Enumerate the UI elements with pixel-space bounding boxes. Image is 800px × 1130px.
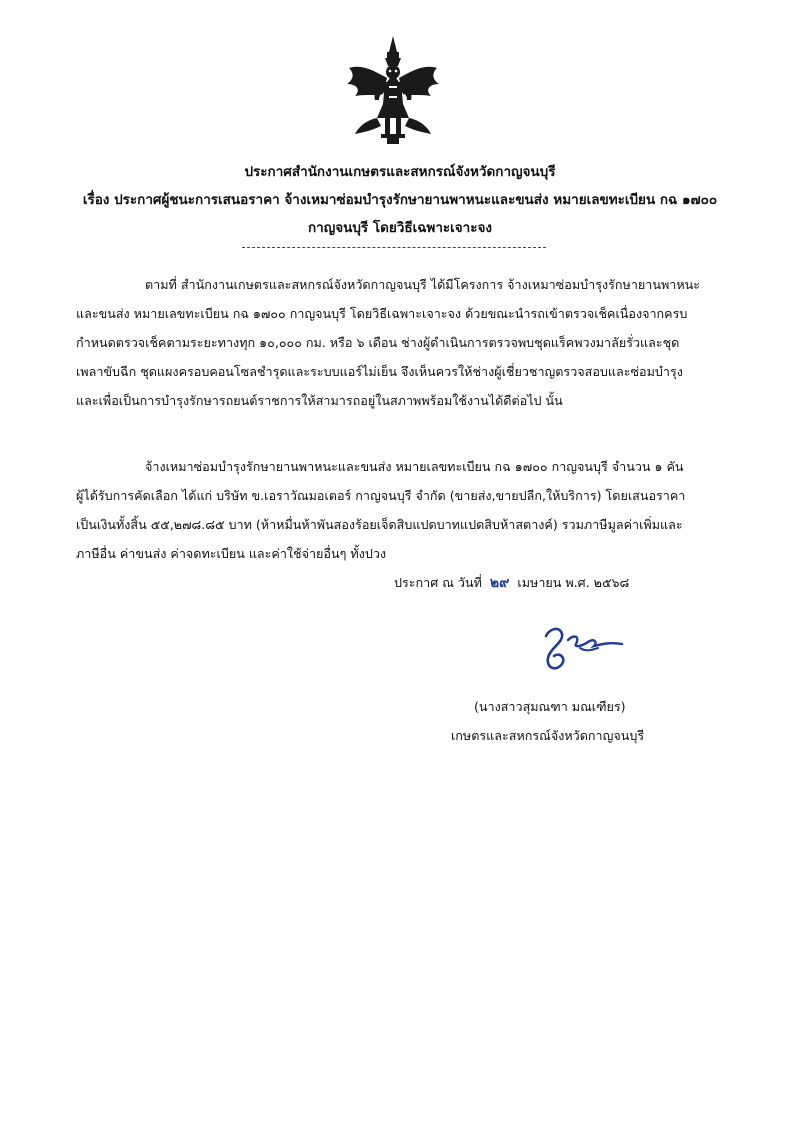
paragraph-1-line-4: เพลาขับฉีก ชุดแผงครอบคอนโซลชำรุดและระบบแอร์ไม่เย็น จึงเห็นควรให้ช่างผู้เชี่ยวชาญตรวจสอบและซ่อมบำรุง	[76, 364, 683, 379]
date-prefix: ประกาศ ณ วันที่	[394, 575, 482, 590]
paragraph-2-line-2: ผู้ได้รับการคัดเลือก ได้แก่ บริษัท ข.เอราวัณมอเตอร์ กาญจนบุรี จำกัด (ขายส่ง,ขายปลีก,ให้บริการ) โดยเสนอราคา	[76, 488, 686, 503]
paragraph-2-line-3: เป็นเงินทั้งสิ้น ๕๕,๒๗๘.๘๕ บาท (ห้าหมื่นห้าพันสองร้อยเจ็ดสิบแปดบาทแปดสิบห้าสตางค์) รวมภาษีมูลค่าเพิ่มและ	[76, 517, 683, 532]
paragraph-1-line-2: และขนส่ง หมายเลขทะเบียน กฉ ๑๗๐๐ กาญจนบุรี โดยวิธีเฉพาะเจาะจง ด้วยขณะนำรถเข้าตรวจเช็คเนื่องจากครบ	[76, 306, 688, 321]
date-suffix: เมษายน พ.ศ. ๒๕๖๘	[517, 575, 630, 590]
document-subject-continued: กาญจนบุรี โดยวิธีเฉพาะเจาะจง	[307, 220, 493, 236]
announcement-date	[394, 573, 629, 593]
divider	[242, 247, 546, 248]
paragraph-2-line-1: จ้างเหมาซ่อมบำรุงรักษายานพาหนะและขนส่ง หมายเลขทะเบียน กฉ ๑๗๐๐ กาญจนบุรี จำนวน ๑ คัน	[145, 459, 684, 474]
document-subject: เรื่อง ประกาศผู้ชนะการเสนอราคา จ้างเหมาซ่อมบำรุงรักษายานพาหนะและขนส่ง หมายเลขทะเบียน กฉ ๑๗๐๐	[82, 192, 718, 208]
signer-name: (นางสาวสุมณฑา มณเฑียร)	[474, 699, 626, 714]
garuda-emblem	[343, 34, 443, 146]
handwritten-signature	[536, 618, 632, 678]
document-heading: ประกาศสำนักงานเกษตรและสหกรณ์จังหวัดกาญจนบุรี	[244, 164, 556, 180]
paragraph-1-line-5: และเพื่อเป็นการบำรุงรักษารถยนต์ราชการให้สามารถอยู่ในสภาพพร้อมใช้งานได้ดีต่อไป นั้น	[76, 393, 563, 408]
handwritten-day: ๒๙	[489, 575, 510, 591]
paragraph-1-line-3: กำหนดตรวจเช็คตามระยะทางทุก ๑๐,๐๐๐ กม. หรือ ๖ เดือน ช่างผู้ดำเนินการตรวจพบชุดแร็คพวงมาลัยรั่วและชุด	[76, 335, 680, 350]
paragraph-1-line-1: ตามที่ สำนักงานเกษตรและสหกรณ์จังหวัดกาญจนบุรี ได้มีโครงการ จ้างเหมาซ่อมบำรุงรักษายานพาหนะ	[145, 277, 700, 292]
paragraph-2-line-4: ภาษีอื่น ค่าขนส่ง ค่าจดทะเบียน และค่าใช้จ่ายอื่นๆ ทั้งปวง	[76, 546, 387, 561]
signer-position: เกษตรและสหกรณ์จังหวัดกาญจนบุรี	[451, 728, 645, 743]
